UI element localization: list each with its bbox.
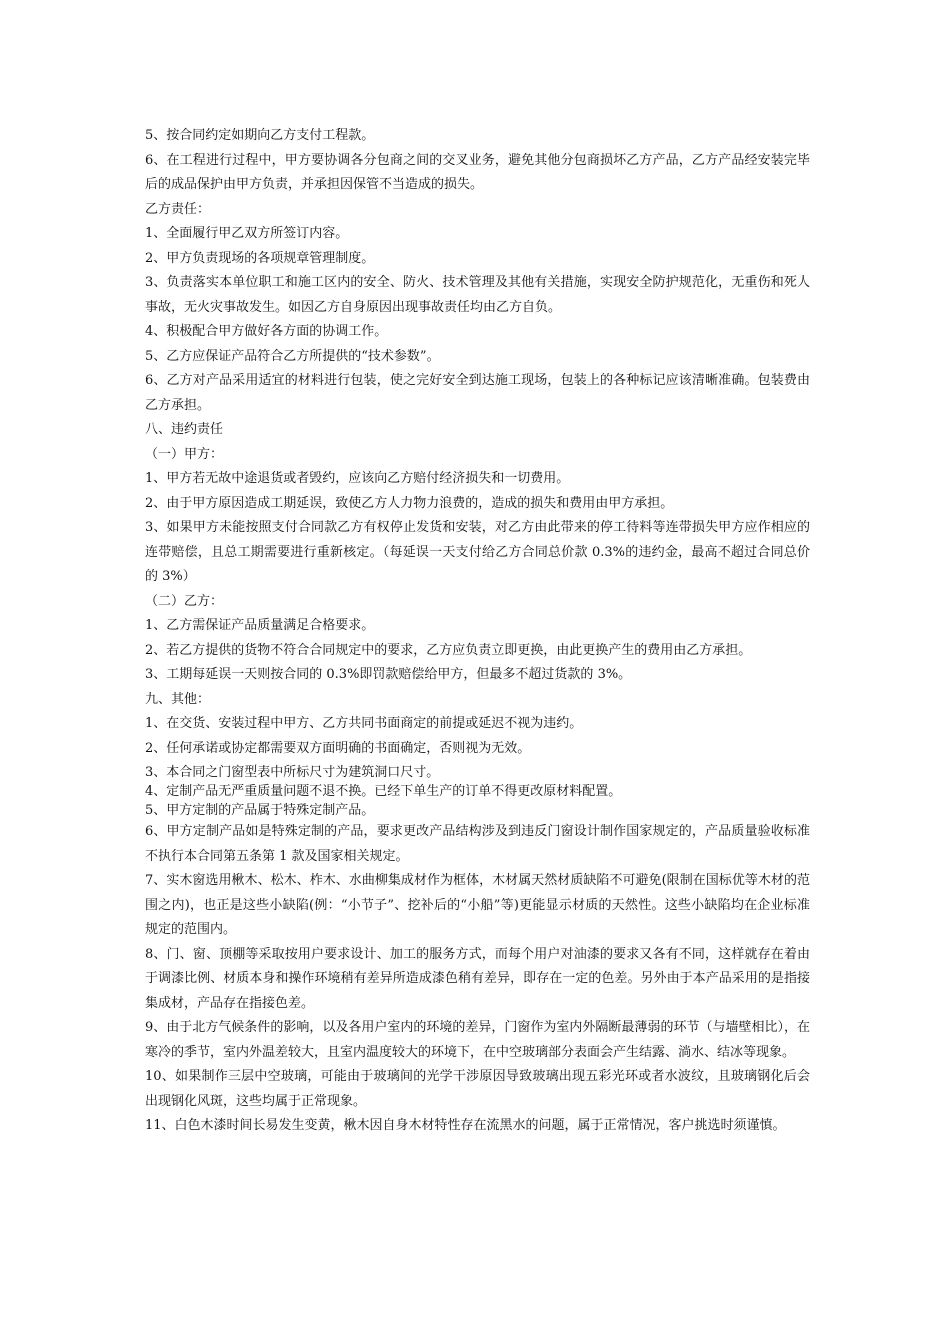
section-heading: 乙方责任： xyxy=(145,201,211,217)
paragraph: 5、乙方应保证产品符合乙方所提供的“技术参数”。 xyxy=(145,348,440,364)
paragraph: 6、在工程进行过程中，甲方要协调各分包商之间的交叉业务，避免其他分包商损坏乙方产品，乙方产品经安装完毕后的成品保护由甲方负责，并承担因保管不当造成的损失。 xyxy=(145,152,810,192)
subsection-heading: （二）乙方： xyxy=(145,593,224,609)
section-heading: 九、其他： xyxy=(145,691,211,707)
paragraph: 1、乙方需保证产品质量满足合格要求。 xyxy=(145,618,375,633)
paragraph: 3、工期每延误一天则按合同的 0.3%即罚款赔偿给甲方，但最多不超过货款的 3%。 xyxy=(145,667,632,682)
paragraph: 3、如果甲方未能按照支付合同款乙方有权停止发货和安装，对乙方由此带来的停工待料等连带损失甲方应作相应的连带赔偿，且总工期需要进行重新核定。（每延误一天支付给乙方合同总价款 0.3%的违约金，最高不超过合同总价的 3%） xyxy=(145,520,810,584)
paragraph: 7、实木窗选用楸木、松木、柞木、水曲柳集成材作为框体，木材属天然材质缺陷不可避免(限制在国标优等木材的范围之内)，也正是这些小缺陷(例：“小节子”、挖补后的“小船”等)更能显示材质的天然性。这些小缺陷均在企业标准规定的范围内。 xyxy=(145,873,810,937)
paragraph: 9、由于北方气候条件的影响，以及各用户室内的环境的差异，门窗作为室内外隔断最薄弱的环节（与墙壁相比），在寒冷的季节，室内外温差较大，且室内温度较大的环境下，在中空玻璃部分表面会产生结露、淌水、结冰等现象。 xyxy=(145,1020,810,1060)
paragraph: 3、本合同之门窗型表中所标尺寸为建筑洞口尺寸。 xyxy=(145,765,440,780)
paragraph: 2、任何承诺或协定都需要双方面明确的书面确定，否则视为无效。 xyxy=(145,740,531,756)
paragraph: 1、甲方若无故中途退货或者毁约，应该向乙方赔付经济损失和一切费用。 xyxy=(145,471,570,486)
paragraph: 5、甲方定制的产品属于特殊定制产品。 xyxy=(145,803,375,818)
paragraph: 6、乙方对产品采用适宜的材料进行包装，使之完好安全到达施工现场，包装上的各种标记应该清晰准确。包装费由乙方承担。 xyxy=(145,373,810,413)
paragraph: 8、门、窗、顶棚等采取按用户要求设计、加工的服务方式，而每个用户对油漆的要求又各有不同，这样就存在着由于调漆比例、材质本身和操作环境稍有差异所造成漆色稍有差异，即存在一定的色差。另外由于本产品采用的是指接集成材，产品存在指接色差。 xyxy=(145,946,810,1011)
paragraph: 3、负责落实本单位职工和施工区内的安全、防火、技术管理及其他有关措施，实现安全防护规范化，无重伤和死人事故，无火灾事故发生。如因乙方自身原因出现事故责任均由乙方自负。 xyxy=(145,275,810,315)
section-heading: 八、违约责任 xyxy=(145,422,224,437)
paragraph: 10、如果制作三层中空玻璃，可能由于玻璃间的光学干涉原因导致玻璃出现五彩光环或者水波纹，且玻璃钢化后会出现钢化风斑，这些均属于正常现象。 xyxy=(145,1069,810,1109)
paragraph: 1、全面履行甲乙双方所签订内容。 xyxy=(145,226,349,241)
document-body xyxy=(145,124,810,1139)
paragraph: 1、在交货、安装过程中甲方、乙方共同书面商定的前提或延迟不视为违约。 xyxy=(145,716,583,731)
paragraph: 4、定制产品无严重质量问题不退不换。已经下单生产的订单不得更改原材料配置。 xyxy=(145,784,622,799)
paragraph: 4、积极配合甲方做好各方面的协调工作。 xyxy=(145,324,388,339)
paragraph: 11、白色木漆时间长易发生变黄，楸木因自身木材特性存在流黑水的问题，属于正常情况，客户挑选时须谨慎。 xyxy=(145,1118,786,1133)
paragraph: 6、甲方定制产品如是特殊定制的产品，要求更改产品结构涉及到违反门窗设计制作国家规定的，产品质量验收标准不执行本合同第五条第 1 款及国家相关规定。 xyxy=(145,824,810,864)
paragraph: 2、若乙方提供的货物不符合合同规定中的要求，乙方应负责立即更换，由此更换产生的费用由乙方承担。 xyxy=(145,642,752,658)
paragraph: 5、按合同约定如期向乙方支付工程款。 xyxy=(145,128,375,143)
paragraph: 2、由于甲方原因造成工期延误，致使乙方人力物力浪费的，造成的损失和费用由甲方承担。 xyxy=(145,495,674,511)
paragraph: 2、甲方负责现场的各项规章管理制度。 xyxy=(145,250,375,266)
subsection-heading: （一）甲方： xyxy=(145,446,224,462)
